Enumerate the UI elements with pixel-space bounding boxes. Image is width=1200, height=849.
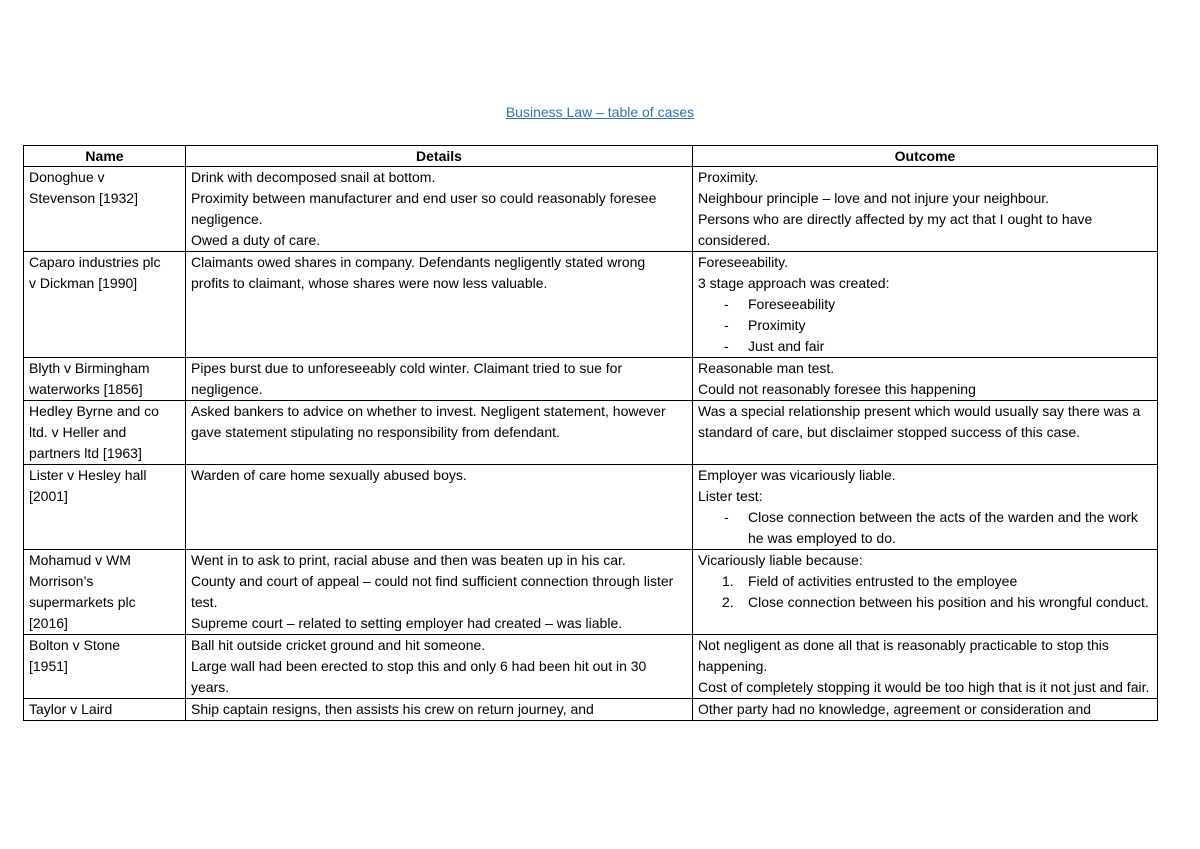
case-outcome-line: Neighbour principle – love and not injure your neighbour.: [698, 190, 1050, 206]
table-row: [24, 465, 1158, 550]
case-outcome-cell: [693, 699, 1158, 721]
case-name-line: Stevenson [1932]: [29, 190, 138, 206]
case-name-line: Donoghue v: [29, 169, 105, 185]
case-outcome-line: Employer was vicariously liable.: [698, 467, 896, 483]
case-details-cell: [186, 252, 693, 358]
case-name-line: [1951]: [29, 658, 68, 674]
table-row: [24, 167, 1158, 252]
case-name-line: v Dickman [1990]: [29, 275, 138, 291]
bullet-marker: -: [724, 317, 729, 333]
case-outcome-line: Could not reasonably foresee this happening: [698, 381, 976, 397]
case-outcome-cell: [693, 635, 1158, 699]
table-header-row: [24, 146, 1158, 167]
case-details-cell: [186, 465, 693, 550]
item-text: Close connection between his position and his wrongful conduct.: [748, 594, 1149, 610]
case-name-line: Bolton v Stone: [29, 637, 121, 653]
case-outcome-line: Vicariously liable because:: [698, 552, 863, 568]
header-details: Details: [186, 146, 693, 167]
case-outcome-line: Cost of completely stopping it would be too high that is it not just and fair.: [698, 679, 1150, 695]
bullet-item: [698, 315, 1152, 336]
case-details-line: Proximity between manufacturer and end user so could reasonably foresee negligence.: [191, 190, 657, 227]
table-row: [24, 699, 1158, 721]
case-outcome-line: Not negligent as done all that is reasonably practicable to stop this happening.: [698, 637, 1109, 674]
case-details-line: Went in to ask to print, racial abuse and then was beaten up in his car.: [191, 552, 626, 568]
case-outcome-line: Reasonable man test.: [698, 360, 835, 376]
case-outcome-line: Foreseeability.: [698, 254, 789, 270]
item-text: Close connection between the acts of the warden and the work he was employed to do.: [748, 509, 1138, 546]
case-outcome-cell: [693, 358, 1158, 401]
case-outcome-line: Was a special relationship present which would usually say there was a standard of care, but disclaimer stopped success of this case.: [698, 403, 1141, 440]
bullet-marker: -: [724, 509, 729, 525]
case-name-line: Lister v Hesley hall: [29, 467, 147, 483]
case-outcome-line: 3 stage approach was created:: [698, 275, 890, 291]
case-outcome-line: Other party had no knowledge, agreement or consideration and: [698, 701, 1092, 717]
case-name-cell: [24, 167, 186, 252]
case-outcome-cell: [693, 167, 1158, 252]
item-text: Foreseeability: [748, 296, 836, 312]
case-outcome-cell: [693, 252, 1158, 358]
bullet-marker: -: [724, 296, 729, 312]
table-row: [24, 401, 1158, 465]
item-text: Just and fair: [748, 338, 825, 354]
header-outcome: Outcome: [693, 146, 1158, 167]
case-name-line: waterworks [1856]: [29, 381, 143, 397]
case-name-line: Mohamud v WM: [29, 552, 131, 568]
case-outcome-line: Proximity.: [698, 169, 759, 185]
case-name-cell: [24, 358, 186, 401]
table-row: [24, 550, 1158, 635]
case-details-cell: [186, 635, 693, 699]
case-name-line: Caparo industries plc: [29, 254, 161, 270]
case-name-line: Blyth v Birmingham: [29, 360, 150, 376]
numbered-item: [698, 571, 1152, 592]
bullet-marker: -: [724, 338, 729, 354]
case-name-line: Morrison’s: [29, 573, 94, 589]
case-details-line: Asked bankers to advice on whether to invest. Negligent statement, however gave statement stipulating no responsibility from defendant.: [191, 403, 666, 440]
case-details-line: Ship captain resigns, then assists his crew on return journey, and: [191, 701, 594, 717]
case-outcome-line: Lister test:: [698, 488, 763, 504]
case-outcome-cell: [693, 550, 1158, 635]
case-name-cell: [24, 252, 186, 358]
bullet-item: [698, 336, 1152, 357]
number-marker: 2.: [722, 594, 734, 610]
case-details-cell: [186, 401, 693, 465]
case-details-cell: [186, 358, 693, 401]
case-name-cell: [24, 401, 186, 465]
case-details-line: Owed a duty of care.: [191, 232, 321, 248]
number-marker: 1.: [722, 573, 734, 589]
case-details-line: Warden of care home sexually abused boys.: [191, 467, 467, 483]
case-details-line: Large wall had been erected to stop this and only 6 had been hit out in 30 years.: [191, 658, 647, 695]
case-outcome-cell: [693, 465, 1158, 550]
document-title: Business Law – table of cases: [505, 104, 695, 120]
case-details-line: Ball hit outside cricket ground and hit someone.: [191, 637, 486, 653]
cases-table: [23, 145, 1158, 721]
case-details-line: Supreme court – related to setting employer had created – was liable.: [191, 615, 623, 631]
case-details-line: Drink with decomposed snail at bottom.: [191, 169, 436, 185]
case-name-cell: [24, 699, 186, 721]
case-outcome-cell: [693, 401, 1158, 465]
case-name-line: [2016]: [29, 615, 68, 631]
case-name-cell: [24, 465, 186, 550]
item-text: Proximity: [748, 317, 806, 333]
case-name-cell: [24, 635, 186, 699]
case-details-cell: [186, 550, 693, 635]
numbered-item: [698, 592, 1152, 613]
case-name-line: partners ltd [1963]: [29, 445, 142, 461]
item-text: Field of activities entrusted to the employee: [748, 573, 1018, 589]
case-details-cell: [186, 167, 693, 252]
case-name-line: Taylor v Laird: [29, 701, 113, 717]
case-outcome-line: Persons who are directly affected by my act that I ought to have considered.: [698, 211, 1093, 248]
case-name-line: Hedley Byrne and co: [29, 403, 159, 419]
case-name-line: supermarkets plc: [29, 594, 136, 610]
table-row: [24, 635, 1158, 699]
case-details-line: Pipes burst due to unforeseeably cold winter. Claimant tried to sue for negligence.: [191, 360, 623, 397]
case-details-line: Claimants owed shares in company. Defendants negligently stated wrong profits to claimant, whose shares were now less valuable.: [191, 254, 646, 291]
case-name-line: ltd. v Heller and: [29, 424, 127, 440]
bullet-item: [698, 294, 1152, 315]
table-row: [24, 252, 1158, 358]
case-name-cell: [24, 550, 186, 635]
table-row: [24, 358, 1158, 401]
bullet-item: [698, 507, 1152, 549]
case-details-cell: [186, 699, 693, 721]
header-name: Name: [24, 146, 186, 167]
case-details-line: County and court of appeal – could not find sufficient connection through lister test.: [191, 573, 674, 610]
case-name-line: [2001]: [29, 488, 68, 504]
